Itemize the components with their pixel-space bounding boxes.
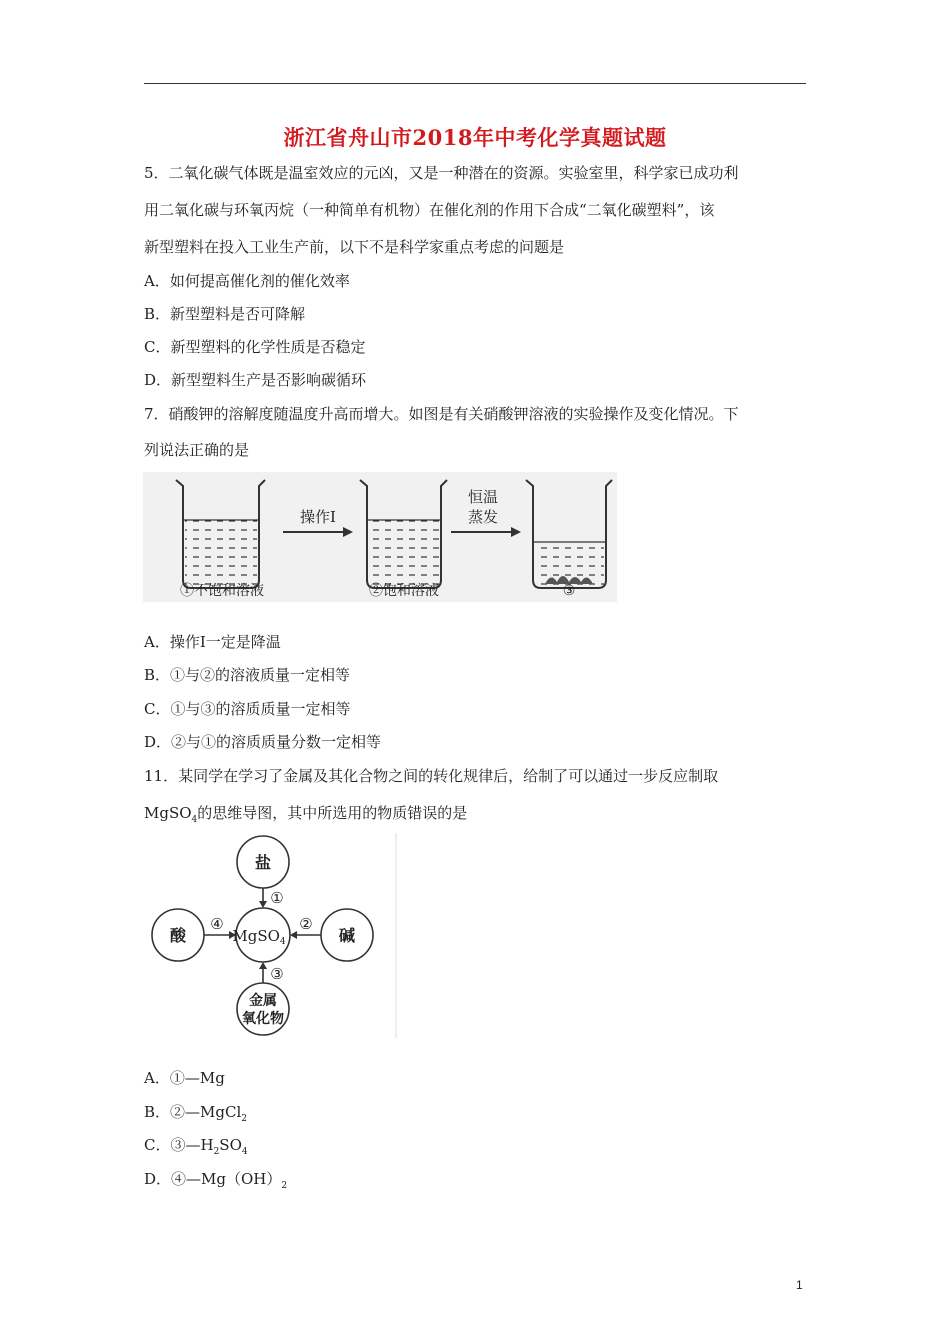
arrow-1-label: 操作Ⅰ	[300, 508, 336, 526]
beaker-3-liquid	[535, 542, 604, 586]
arrow-number-1: ①	[270, 889, 284, 907]
q7-option-b: B．①与②的溶液质量一定相等	[144, 666, 351, 684]
page-title: 浙江省舟山市2018年中考化学真题试题	[283, 125, 667, 150]
beaker-2-liquid	[369, 520, 439, 586]
beaker-experiment-figure	[143, 472, 617, 602]
q11-formula: MgSO	[144, 804, 192, 822]
arrow-number-3: ③	[270, 965, 284, 983]
q7-line-1: 7．硝酸钾的溶解度随温度升高而增大。如图是有关硝酸钾溶液的实验操作及变化情况。下	[144, 405, 739, 423]
q11-line-2-rest: 的思维导图，其中所选用的物质错误的是	[197, 804, 468, 822]
q5-line-1: 5．二氧化碳气体既是温室效应的元凶，又是一种潜在的资源。实验室里，科学家已成功利	[144, 164, 739, 182]
mgso4-mind-map	[143, 833, 399, 1041]
q5-line-3: 新型塑料在投入工业生产前，以下不是科学家重点考虑的问题是	[144, 238, 565, 256]
node-metal-oxide	[237, 983, 289, 1035]
node-metal-oxide-label-2: 氧化物	[242, 1011, 284, 1027]
node-acid-label: 酸	[169, 926, 187, 945]
q7-option-c: C．①与③的溶质质量一定相等	[144, 700, 351, 718]
node-base-label: 碱	[338, 926, 356, 945]
node-metal-oxide-label-1: 金属	[249, 993, 277, 1009]
q11-option-a: A．①—Mg	[144, 1069, 225, 1087]
q5-line-2: 用二氧化碳与环氧丙烷（一种简单有机物）在催化剂的作用下合成“二氧化碳塑料”，该	[144, 201, 715, 219]
arrow-2-label-bottom: 蒸发	[467, 508, 499, 526]
q11-option-c: C．$③—H_2SO_4$	[144, 1136, 248, 1157]
q7-option-a: A．操作Ⅰ一定是降温	[144, 633, 281, 651]
q7-option-d: D．②与①的溶质质量分数一定相等	[144, 733, 382, 751]
q5-option-b: B．新型塑料是否可降解	[144, 305, 306, 323]
q11-line-1: 11．某同学在学习了金属及其化合物之间的转化规律后，给制了可以通过一步反应制取	[144, 767, 719, 785]
arrow-2-label-top: 恒温	[467, 488, 499, 506]
arrow-number-2: ②	[299, 915, 313, 933]
q5-option-d: D．新型塑料生产是否影响碳循环	[144, 371, 367, 389]
beaker-1-label: ①不饱和溶液	[180, 583, 264, 599]
q11-option-d: D．$④—Mg(OH)_2$	[144, 1170, 288, 1191]
q7-line-2: 列说法正确的是	[144, 441, 250, 459]
arrow-number-4: ④	[210, 915, 224, 933]
beaker-2-label: ②饱和溶液	[369, 583, 439, 599]
node-salt-label: 盐	[254, 853, 272, 872]
q11-line-2	[144, 803, 467, 830]
q11-formula-sub: 4	[191, 815, 198, 825]
node-mgso4-label: MgSO$_4$	[232, 927, 286, 947]
header-rule	[144, 83, 806, 84]
q5-option-c: C．新型塑料的化学性质是否稳定	[144, 338, 366, 356]
beaker-3-label: ③	[562, 583, 576, 599]
page-number: 1	[796, 1278, 803, 1292]
beaker-1-liquid	[185, 520, 257, 586]
q11-option-b: B．②—MgCl$_2$	[144, 1103, 247, 1124]
q5-option-a: A．如何提高催化剂的催化效率	[144, 272, 350, 290]
